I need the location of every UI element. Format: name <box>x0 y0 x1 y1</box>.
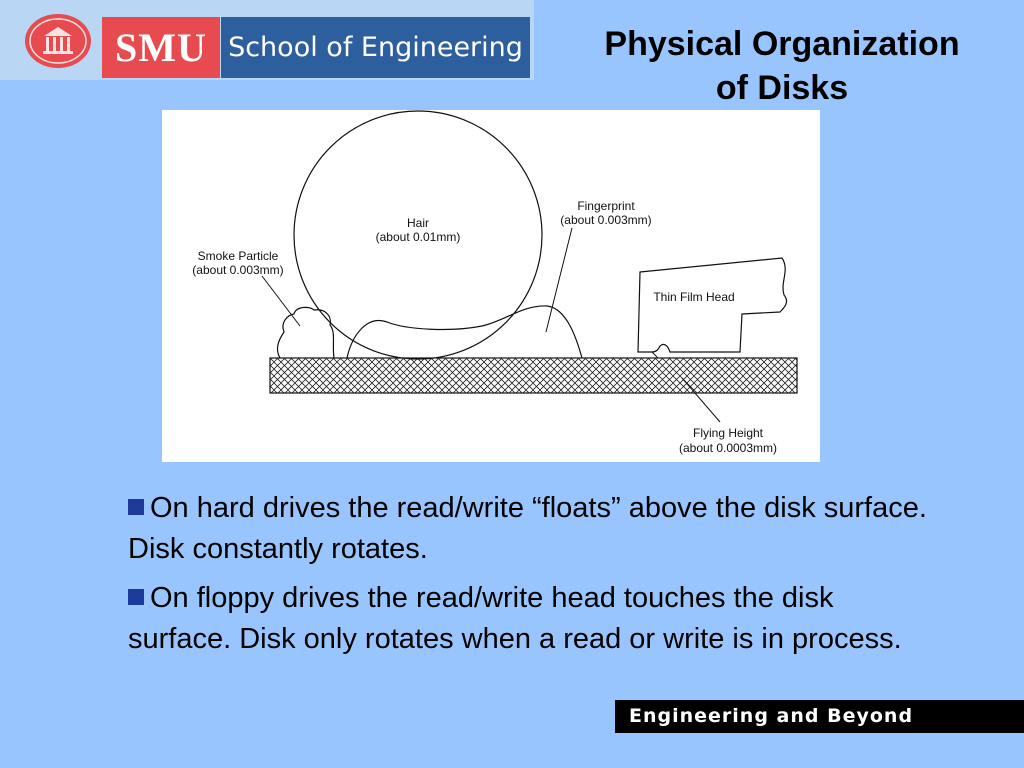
bullet-text: On hard drives the read/write “floats” above the disk surface. Disk constantly rotates. <box>128 492 927 565</box>
thin-film-head-shape <box>638 258 787 352</box>
flying-height-label: Flying Height <box>692 426 764 440</box>
title-line-1: Physical Organization <box>604 25 960 63</box>
smoke-particle-size-label: (about 0.003mm) <box>192 263 284 277</box>
bullet-item <box>128 578 928 660</box>
footer-banner: Engineering and Beyond <box>615 700 1024 733</box>
hair-size-label: (about 0.01mm) <box>375 230 461 244</box>
bullet-item <box>128 488 928 570</box>
hair-label: Hair <box>406 216 430 230</box>
fingerprint-pointer <box>546 228 572 332</box>
title-line-2: of Disks <box>715 69 849 107</box>
bullet-text: On floppy drives the read/write head touches the disk surface. Disk only rotates when a read or write is in process. <box>128 582 902 655</box>
seal-icon <box>22 12 94 70</box>
disk-diagram-svg <box>162 110 820 462</box>
fingerprint-size-label: (about 0.003mm) <box>560 213 652 227</box>
bullet-square-icon <box>128 589 144 605</box>
logo-brand: SMU <box>102 17 220 78</box>
page-title <box>560 22 1004 110</box>
smu-logo <box>0 0 534 80</box>
smoke-particle-label: Smoke Particle <box>197 249 279 263</box>
logo-school-name: School of Engineering <box>221 17 530 78</box>
flying-height-size-label: (about 0.0003mm) <box>678 441 778 455</box>
disk-diagram <box>162 110 820 462</box>
bullet-list <box>128 488 928 668</box>
smoke-pointer <box>262 276 300 326</box>
thin-film-head-label: Thin Film Head <box>653 290 735 304</box>
fingerprint-label: Fingerprint <box>577 199 635 213</box>
disk-surface <box>270 358 797 393</box>
bullet-square-icon <box>128 499 144 515</box>
smoke-particle-shape <box>277 307 334 358</box>
